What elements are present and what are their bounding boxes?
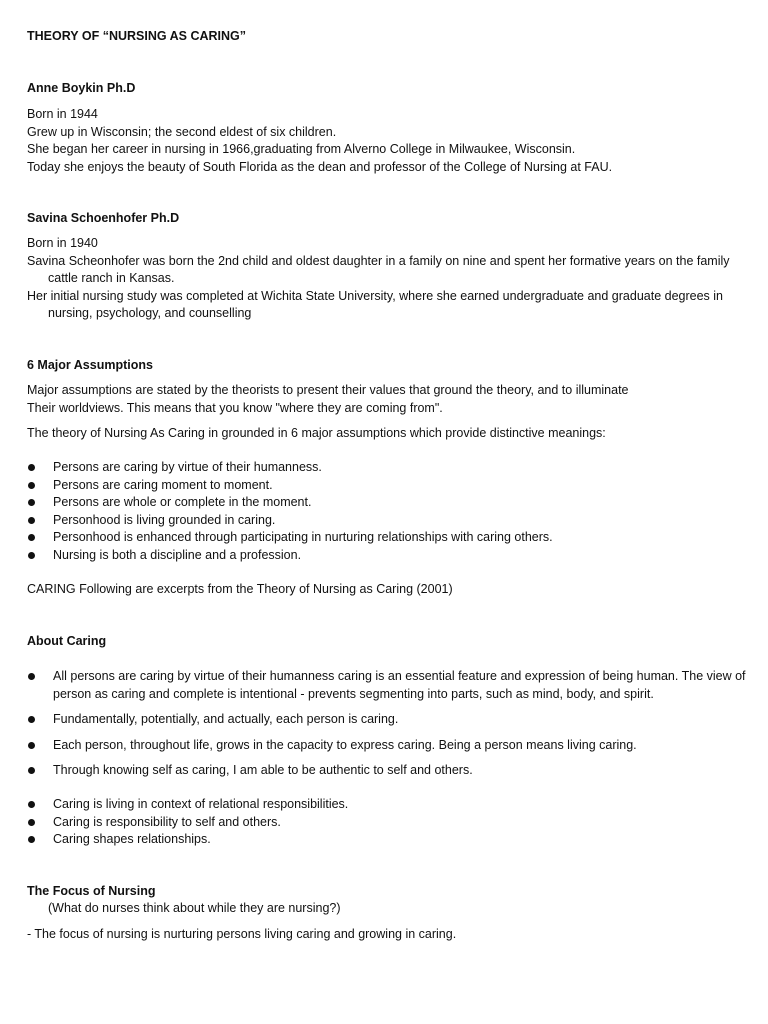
schoenhofer-heading: Savina Schoenhofer Ph.D bbox=[27, 211, 180, 225]
bullet-icon bbox=[28, 836, 35, 843]
bio-line: She began her career in nursing in 1966,graduating from Alverno College in Milwaukee, Wisconsin. bbox=[27, 142, 576, 156]
list-item: Personhood is living grounded in caring. bbox=[27, 512, 747, 530]
bullet-icon bbox=[28, 801, 35, 808]
list-item: Persons are whole or complete in the moment. bbox=[27, 494, 747, 512]
assumptions-intro bbox=[27, 382, 747, 417]
bullet-icon bbox=[28, 673, 35, 680]
list-item: Caring is living in context of relational responsibilities. bbox=[27, 796, 747, 814]
boykin-bio bbox=[27, 106, 747, 176]
bullet-icon bbox=[28, 716, 35, 723]
schoenhofer-bio bbox=[27, 235, 747, 323]
focus-text: - The focus of nursing is nurturing persons living caring and growing in caring. bbox=[27, 927, 457, 941]
bullet-icon bbox=[28, 464, 35, 471]
bio-line: Today she enjoys the beauty of South Florida as the dean and professor of the College of Nursing at FAU. bbox=[27, 159, 613, 174]
list-item: Caring shapes relationships. bbox=[27, 831, 747, 849]
list-item: Persons are caring by virtue of their humanness. bbox=[27, 459, 747, 477]
list-item: Through knowing self as caring, I am able to be authentic to self and others. bbox=[27, 762, 747, 780]
assumptions-list bbox=[27, 459, 747, 564]
bio-line: Born in 1944 bbox=[27, 107, 98, 121]
bullet-icon bbox=[28, 534, 35, 541]
bullet-icon bbox=[28, 742, 35, 749]
bio-line: Grew up in Wisconsin; the second eldest of six children. bbox=[27, 124, 337, 139]
bio-line: Her initial nursing study was completed at Wichita State University, where she earned undergraduate and graduate degrees in nursing, psychology, and counselling bbox=[27, 288, 723, 320]
bio-line: Born in 1940 bbox=[27, 236, 98, 250]
focus-subheading: (What do nurses think about while they are nursing?) bbox=[48, 901, 341, 915]
bullet-icon bbox=[28, 517, 35, 524]
document-title: THEORY OF “NURSING AS CARING” bbox=[27, 29, 246, 43]
focus-heading: The Focus of Nursing bbox=[27, 884, 156, 898]
boykin-heading: Anne Boykin Ph.D bbox=[27, 81, 136, 95]
caring-excerpt-note: CARING Following are excerpts from the Theory of Nursing as Caring (2001) bbox=[27, 582, 453, 596]
bullet-icon bbox=[28, 819, 35, 826]
assumptions-lead: The theory of Nursing As Caring in grounded in 6 major assumptions which provide distinctive meanings: bbox=[27, 426, 606, 440]
list-item: Fundamentally, potentially, and actually, each person is caring. bbox=[27, 711, 747, 729]
bullet-icon bbox=[28, 482, 35, 489]
intro-line: Their worldviews. This means that you know "where they are coming from". bbox=[27, 400, 443, 415]
list-item: Personhood is enhanced through participating in nurturing relationships with caring others. bbox=[27, 529, 747, 547]
bullet-icon bbox=[28, 767, 35, 774]
list-item: Caring is responsibility to self and others. bbox=[27, 814, 747, 832]
list-item: All persons are caring by virtue of their humanness caring is an essential feature and expression of being human. The view of person as caring and complete is intentional - prevents segmenting into parts, such as mind, body, and spirit. bbox=[27, 668, 747, 703]
list-item: Each person, throughout life, grows in the capacity to express caring. Being a person means living caring. bbox=[27, 737, 747, 755]
bio-line: Savina Scheonhofer was born the 2nd child and oldest daughter in a family on nine and spent her formative years on the family cattle ranch in Kansas. bbox=[27, 253, 730, 285]
assumptions-heading: 6 Major Assumptions bbox=[27, 358, 153, 372]
about-caring-list-a bbox=[27, 668, 747, 788]
bullet-icon bbox=[28, 552, 35, 559]
bullet-icon bbox=[28, 499, 35, 506]
about-caring-list-b bbox=[27, 796, 747, 849]
about-caring-heading: About Caring bbox=[27, 634, 107, 648]
list-item: Nursing is both a discipline and a profession. bbox=[27, 547, 747, 565]
intro-line: Major assumptions are stated by the theorists to present their values that ground the theory, and to illuminate bbox=[27, 383, 629, 397]
list-item: Persons are caring moment to moment. bbox=[27, 477, 747, 495]
